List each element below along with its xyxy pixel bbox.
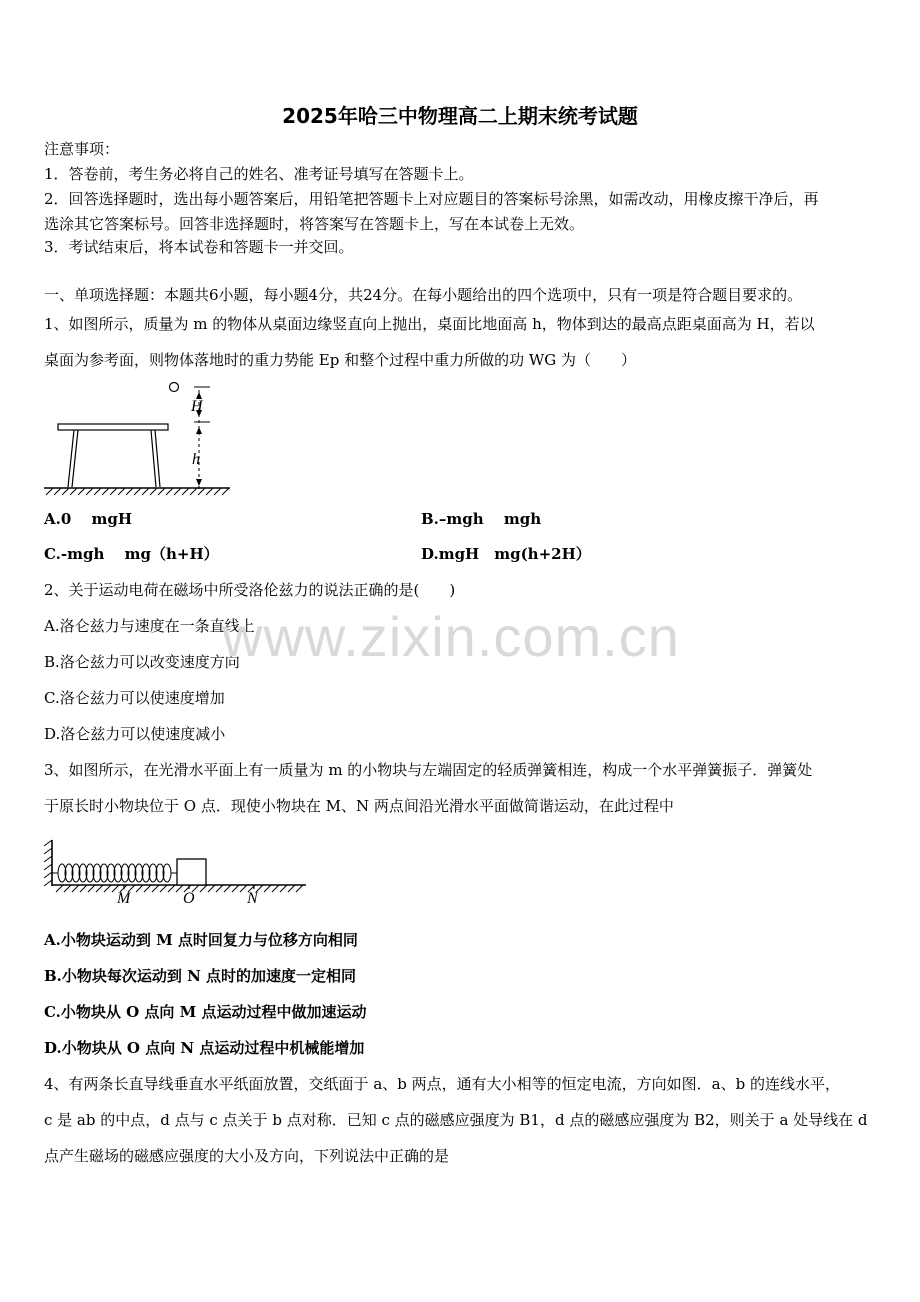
q4-stem-line2: c 是 ab 的中点，d 点与 c 点关于 b 点对称．已知 c 点的磁感应强度为 B1，d 点的磁感应强度为 B2，则关于 a 处导线在 d <box>44 1111 868 1129</box>
q2-option-a: A.洛仑兹力与速度在一条直线上 <box>44 617 255 635</box>
q4-stem-line1: 4、有两条长直导线垂直水平纸面放置，交纸面于 a、b 两点，通有大小相等的恒定电流，方向如图．a、b 的连线水平， <box>44 1075 840 1093</box>
notice-item: 1．答卷前，考生务必将自己的姓名、准考证号填写在答题卡上。 <box>44 165 474 183</box>
q1-stem-line2: 桌面为参考面，则物体落地时的重力势能 Ep 和整个过程中重力所做的功 WG 为（ ） <box>44 351 637 369</box>
q3-label-N: N <box>247 890 258 907</box>
q3-label-M: M <box>117 890 131 907</box>
notice-item: 2．回答选择题时，选出每小题答案后，用铅笔把答题卡上对应题目的答案标号涂黑，如需改动，用橡皮擦干净后，再 <box>44 190 819 208</box>
q3-option-b: B.小物块每次运动到 N 点时的加速度一定相同 <box>44 967 357 985</box>
q2-option-b: B.洛仑兹力可以改变速度方向 <box>44 653 240 671</box>
section-heading: 一、单项选择题：本题共6小题，每小题4分，共24分。在每小题给出的四个选项中，只有一项是符合题目要求的。 <box>44 286 803 304</box>
q3-option-c: C.小物块从 O 点向 M 点运动过程中做加速运动 <box>44 1003 367 1021</box>
q3-stem-line1: 3、如图所示，在光滑水平面上有一质量为 m 的小物块与左端固定的轻质弹簧相连，构成一个水平弹簧振子．弹簧处 <box>44 761 813 779</box>
q1-option-c: C.-mgh mg（h+H） <box>44 545 219 563</box>
notice-item: 3．考试结束后，将本试卷和答题卡一并交回。 <box>44 238 354 256</box>
notice-heading: 注意事项： <box>44 140 120 158</box>
q2-stem: 2、关于运动电荷在磁场中所受洛伦兹力的说法正确的是( ) <box>44 581 456 599</box>
q2-option-d: D.洛仑兹力可以使速度减小 <box>44 725 226 743</box>
q1-option-b: B.–mgh mgh <box>421 510 542 528</box>
q1-label-h: h <box>192 451 200 468</box>
q3-option-d: D.小物块从 O 点向 N 点运动过程中机械能增加 <box>44 1039 365 1057</box>
q2-option-c: C.洛仑兹力可以使速度增加 <box>44 689 225 707</box>
q1-option-d: D.mgH mg(h+2H） <box>421 545 591 563</box>
page-title: 2025年哈三中物理高二上期末统考试题 <box>282 104 638 128</box>
q1-stem-line1: 1、如图所示，质量为 m 的物体从桌面边缘竖直向上抛出，桌面比地面高 h，物体到达的最高点距桌面高为 H，若以 <box>44 315 815 333</box>
q1-label-H: H <box>191 398 203 415</box>
watermark: www.zixin.com.cn <box>222 605 680 668</box>
q4-stem-line3: 点产生磁场的磁感应强度的大小及方向，下列说法中正确的是 <box>44 1147 450 1165</box>
q3-stem-line2: 于原长时小物块位于 O 点．现使小物块在 M、N 两点间沿光滑水平面做简谐运动，在此过程中 <box>44 797 674 815</box>
q1-option-a: A.0 mgH <box>44 510 133 528</box>
q3-label-O: O <box>183 890 195 907</box>
notice-item: 选涂其它答案标号。回答非选择题时，将答案写在答题卡上，写在本试卷上无效。 <box>44 215 585 233</box>
q3-figure-spring <box>44 836 309 911</box>
q1-figure-table <box>44 380 234 495</box>
q3-option-a: A.小物块运动到 M 点时回复力与位移方向相同 <box>44 931 358 949</box>
